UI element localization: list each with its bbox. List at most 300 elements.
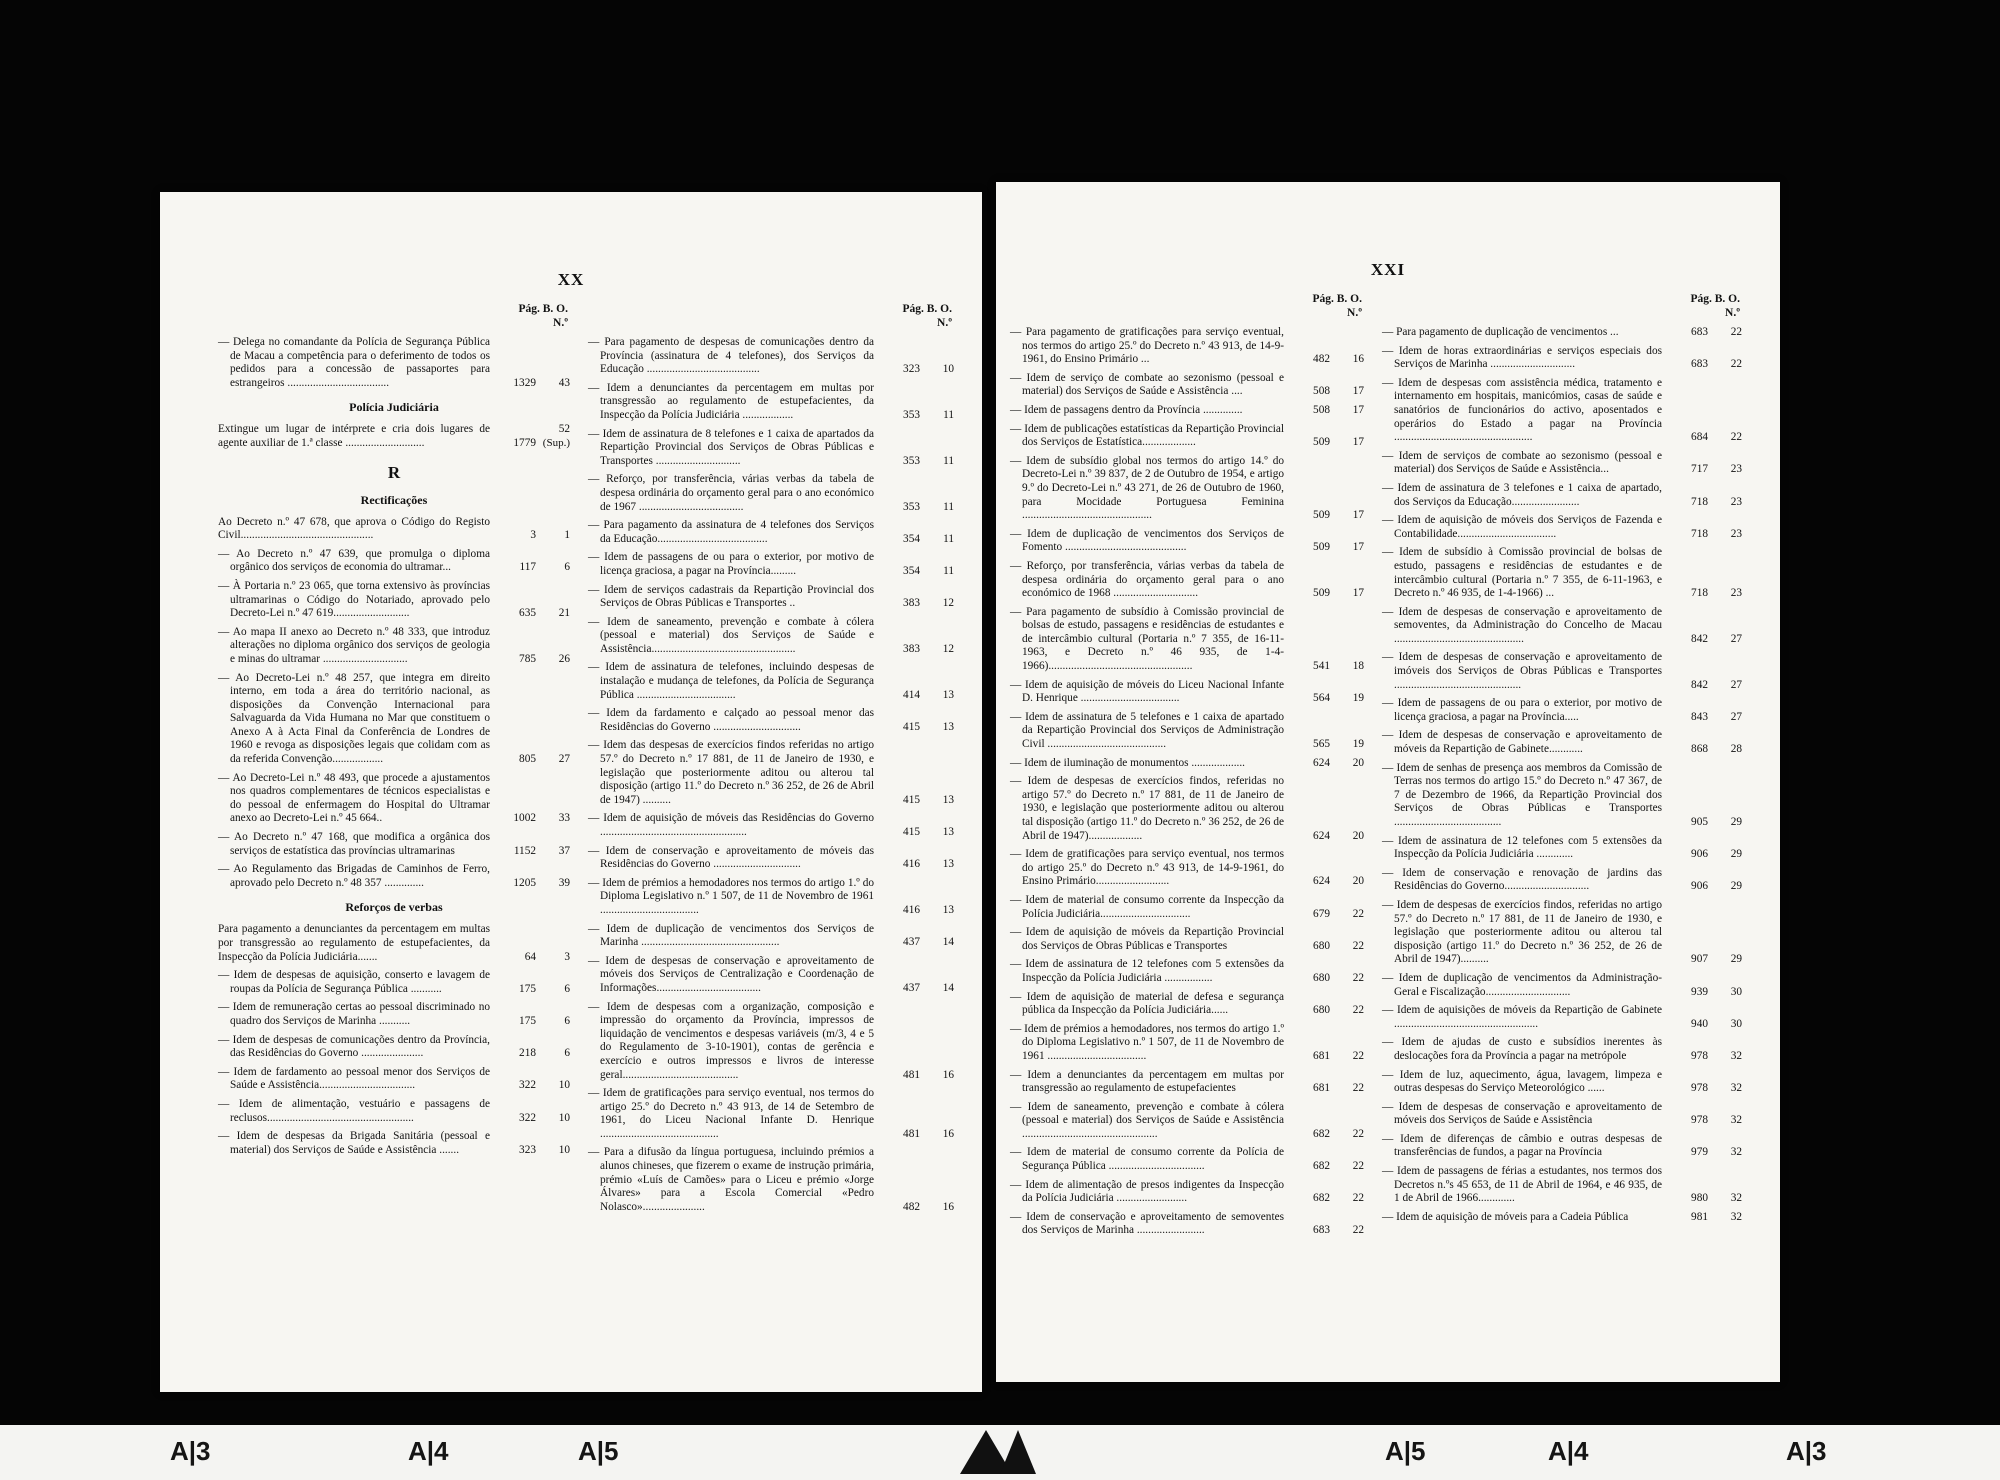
index-entry xyxy=(218,1098,570,1125)
entry-text xyxy=(1382,729,1662,756)
entry-description: Idem de aquisição de móveis dos Serviços de Fazenda e Contabilidade................................... xyxy=(1394,514,1662,540)
entry-text xyxy=(588,1001,874,1083)
bulletin-number xyxy=(920,904,954,918)
bulletin-number-value: 19 xyxy=(1352,738,1364,751)
bulletin-number xyxy=(920,409,954,423)
index-entry xyxy=(218,548,570,575)
entry-description: Idem de despesas de conservação e aproveitamento de móveis dos Serviços de Saúde e Assistência xyxy=(1394,1100,1662,1127)
entry-dash: — xyxy=(588,954,606,967)
page-ref-value: 383 xyxy=(903,597,920,610)
entry-dash: — xyxy=(1382,866,1403,879)
entry-description: Idem de subsídio à Comissão provincial de bolsas de estudo, passagens e residências de estudantes e de intercâmbio cultural (Portaria n.º 7 355, de 6-11-1963, e Decreto n.º 46 935, de 1-4-1966) ... xyxy=(1394,546,1663,600)
bulletin-number-value: 20 xyxy=(1352,756,1364,769)
bulletin-number xyxy=(1330,908,1364,922)
entry-text xyxy=(1010,528,1284,555)
entry-dash: — xyxy=(1382,1036,1402,1049)
page-ref xyxy=(490,845,536,859)
entry-dash: — xyxy=(1010,1022,1025,1035)
entry-dash: — xyxy=(218,1065,234,1078)
page-ref xyxy=(874,643,920,657)
entry-description: Idem de assinatura de 12 telefones com 5 extensões da Inspecção da Polícia Judiciária ................. xyxy=(1022,958,1284,984)
page-ref xyxy=(1662,431,1708,445)
entry-description: Idem de serviços cadastrais da Repartição Provincial dos Serviços de Obras Públicas e Transportes .. xyxy=(600,583,874,610)
entry-description: À Portaria n.º 23 065, que torna extensivo às províncias ultramarinas o Código do Notariado, aprovado pelo Decreto-Lei n.º 47 619........................... xyxy=(230,579,490,620)
entry-text xyxy=(1010,775,1284,843)
index-entry xyxy=(1010,455,1364,523)
page-ref-value: 624 xyxy=(1313,756,1330,769)
page-ref xyxy=(490,1112,536,1126)
bulletin-number-value: 10 xyxy=(942,363,954,376)
entry-description: Idem de luz, aquecimento, água, lavagem, limpeza e outras despesas do Serviço Meteorológico ...... xyxy=(1394,1068,1662,1095)
index-entry xyxy=(218,923,570,964)
entry-dash: — xyxy=(218,1001,233,1014)
header-bo: B. O. xyxy=(1336,293,1362,305)
bulletin-number-value: 27 xyxy=(558,753,570,766)
page-ref xyxy=(1662,633,1708,647)
bulletin-number-value: 22 xyxy=(1352,1192,1364,1205)
entry-dash: — xyxy=(1382,834,1399,847)
entry-dash: — xyxy=(588,615,608,628)
entry-text xyxy=(1382,1004,1662,1031)
bulletin-number xyxy=(920,689,954,703)
page-ref-value: 906 xyxy=(1691,848,1708,861)
entry-description: Idem de conservação e renovação de jardins das Residências do Governo.............................. xyxy=(1394,866,1662,893)
index-entry xyxy=(588,923,954,950)
entry-dash: — xyxy=(218,336,233,348)
entry-dash: — xyxy=(218,771,233,784)
entry-description: Idem de material de consumo corrente da Inspecção da Polícia Judiciária................................ xyxy=(1022,893,1285,920)
entry-description: Idem de diferenças de câmbio e outras despesas de transferências de fundos, a pagar na Província xyxy=(1394,1132,1662,1159)
bulletin-number xyxy=(1330,757,1364,771)
entry-text xyxy=(1382,899,1662,967)
bulletin-number xyxy=(1330,541,1364,555)
page-ref-value: 414 xyxy=(903,688,920,701)
page-ref-value: 718 xyxy=(1691,495,1708,508)
page-ref-value: 322 xyxy=(519,1079,536,1092)
page-ref xyxy=(1284,908,1330,922)
index-entry xyxy=(588,584,954,611)
bulletin-number xyxy=(920,597,954,611)
entry-description: Idem de despesas de conservação e aproveitamento de móveis dos Serviços de Centralização e Coordenação de Informações..................................... xyxy=(600,954,874,994)
bulletin-number xyxy=(1330,972,1364,986)
entry-text xyxy=(1010,1023,1284,1064)
page-ref-value: 624 xyxy=(1313,829,1330,842)
page-number: XXI xyxy=(1370,260,1406,279)
bulletin-number-value: 11 xyxy=(943,500,954,513)
bulletin-number-value: 6 xyxy=(564,982,570,995)
page-ref xyxy=(1284,692,1330,706)
page-ref xyxy=(874,689,920,703)
page-ref-value: 565 xyxy=(1313,738,1330,751)
entry-dash: — xyxy=(588,381,607,394)
entry-description: Idem de despesas de conservação e aproveitamento de móveis da Repartição de Gabinete............ xyxy=(1394,729,1662,756)
entry-text xyxy=(1010,1101,1284,1142)
page-ref xyxy=(1662,1082,1708,1096)
page-ref xyxy=(1662,1050,1708,1064)
page-ref xyxy=(1284,436,1330,450)
bulletin-number-value: 21 xyxy=(558,607,570,620)
entry-dash: — xyxy=(1010,1210,1027,1223)
entry-text xyxy=(1382,1211,1662,1225)
bulletin-number-value: 22 xyxy=(1730,358,1742,371)
entry-text xyxy=(218,672,490,767)
index-entry xyxy=(218,672,570,767)
left-column-1 xyxy=(218,302,570,1162)
entry-dash: — xyxy=(588,707,607,720)
bulletin-number xyxy=(920,721,954,735)
bulletin-number-value: 22 xyxy=(1352,1224,1364,1237)
page-ref-value: 624 xyxy=(1313,875,1330,888)
entry-description: Idem de senhas de presença aos membros da Comissão de Terras nos termos do artigo 15.º do Decreto n.º 47 367, de 7 de Dezembro de 1966, da Repartição Provincial dos Serviços de Obras Públicas e Transportes ...................................... xyxy=(1394,761,1662,828)
bulletin-number xyxy=(1708,1082,1742,1096)
page-ref-value: 117 xyxy=(519,561,536,574)
bulletin-number xyxy=(920,982,954,996)
entry-dash: — xyxy=(1010,559,1027,572)
bulletin-number-value: 11 xyxy=(943,564,954,577)
entry-text xyxy=(1382,867,1662,894)
entry-text xyxy=(218,831,490,858)
page-ref xyxy=(490,561,536,575)
entry-text xyxy=(1382,514,1662,541)
bulletin-number xyxy=(1330,660,1364,674)
page-ref xyxy=(1662,358,1708,372)
index-entry xyxy=(1010,757,1364,771)
entry-dash: — xyxy=(1382,344,1399,357)
entry-dash: — xyxy=(1382,481,1398,494)
page-ref xyxy=(1284,738,1330,752)
page-ref xyxy=(490,812,536,826)
film-mark: A|3 xyxy=(170,1436,211,1466)
entry-text xyxy=(588,877,874,918)
page-ref-value: 509 xyxy=(1313,587,1330,600)
page-ref xyxy=(1662,326,1708,340)
entry-text xyxy=(1010,404,1284,418)
entry-dash: — xyxy=(218,1033,233,1046)
index-entry xyxy=(1382,867,1742,894)
index-entry xyxy=(1382,835,1742,862)
index-entry xyxy=(1010,1069,1364,1096)
entry-text xyxy=(218,626,490,667)
page-ref-value: 416 xyxy=(903,903,920,916)
entry-description: Idem de gratificações para serviço eventual, nos termos do artigo 25.º do Decreto n.º 43 913, de 14 de Setembro de 1961, do Liceu Nacional Infante D. Henrique .......................................... xyxy=(600,1087,875,1140)
entry-description: Para pagamento de gratificações para serviço eventual, nos termos do artigo 25.º do Decreto n.º 43 913, de 14-9-1961, do Ensino Primário ... xyxy=(1022,326,1284,366)
entry-dash: — xyxy=(588,336,605,348)
bulletin-number-value: 6 xyxy=(564,1014,570,1027)
entry-dash: — xyxy=(1382,376,1399,389)
fold-marker-icon xyxy=(1000,1430,1036,1474)
entry-text xyxy=(218,1066,490,1093)
entry-description: Idem de despesas com assistência médica, tratamento e internamento em hospitais, manicómios, casas de saúde e sanatórios de funcionários do activo, aposentados e operários do Estado a pagar na Província ................................................. xyxy=(1394,376,1662,444)
entry-dash: — xyxy=(1382,326,1397,338)
page-ref-value: 680 xyxy=(1313,971,1330,984)
bulletin-number-value: 13 xyxy=(942,826,954,838)
entry-dash: — xyxy=(218,579,233,592)
page-ref xyxy=(1284,541,1330,555)
film-mark: A|5 xyxy=(1385,1436,1426,1466)
page-ref xyxy=(1284,587,1330,601)
right-column-2 xyxy=(1382,292,1742,1229)
page-ref xyxy=(1662,496,1708,510)
entry-dash: — xyxy=(218,625,233,638)
bulletin-number-value: 13 xyxy=(942,688,954,701)
index-entry xyxy=(1382,1004,1742,1031)
page-ref xyxy=(874,455,920,469)
entry-dash: — xyxy=(1382,449,1399,462)
entry-description: Para pagamento de despesas de comunicações dentro da Província (assinatura de 4 telefones), dos Serviços da Educação ........................................ xyxy=(600,336,874,376)
page-ref xyxy=(874,1128,920,1142)
page-ref-value: 481 xyxy=(903,1068,920,1081)
entry-description: Idem de assinatura de 8 telefones e 1 caixa de apartados da Repartição Provincial dos Serviços de Obras Públicas e Transportes .............................. xyxy=(600,427,874,467)
entry-text xyxy=(588,336,874,377)
bulletin-number-value: 6 xyxy=(564,561,570,574)
entry-dash: — xyxy=(1010,605,1027,618)
bulletin-number-value: 14 xyxy=(942,981,954,994)
bulletin-number xyxy=(920,1128,954,1142)
entry-description: Idem de passagens dentro da Província .............. xyxy=(1024,403,1243,416)
header-pag: Pág. xyxy=(518,303,540,315)
entry-text xyxy=(1382,1133,1662,1160)
entry-description: Idem de serviços de combate ao sezonismo (pessoal e material) dos Serviços de Saúde e Assistência... xyxy=(1394,449,1662,476)
entry-text xyxy=(1010,926,1284,953)
page-ref xyxy=(1662,848,1708,862)
entry-text xyxy=(1382,450,1662,477)
bulletin-number-value: 13 xyxy=(942,720,954,733)
entry-description: Extingue um lugar de intérprete e cria dois lugares de agente auxiliar de 1.ª classe ............................ xyxy=(218,423,490,449)
page-ref-value: 415 xyxy=(903,826,920,838)
bulletin-number xyxy=(920,858,954,872)
index-entry xyxy=(218,772,570,826)
bulletin-number-value: 32 xyxy=(1730,1146,1742,1159)
bulletin-number xyxy=(1708,679,1742,693)
index-entry xyxy=(218,580,570,621)
film-mark: A|4 xyxy=(408,1436,449,1466)
entry-dash: — xyxy=(1382,761,1397,774)
bulletin-number-value: 29 xyxy=(1730,848,1742,861)
header-pag: Pág. xyxy=(1690,293,1712,305)
page-ref xyxy=(490,653,536,667)
entry-dash: — xyxy=(1382,1165,1397,1178)
entry-dash: — xyxy=(218,1097,239,1110)
entry-text xyxy=(588,1146,874,1214)
bulletin-number-value: 29 xyxy=(1730,880,1742,893)
column-header xyxy=(1010,292,1364,326)
page-ref xyxy=(1284,660,1330,674)
index-entry xyxy=(218,423,570,450)
bulletin-number xyxy=(920,1201,954,1215)
bulletin-number xyxy=(920,565,954,579)
page-ref-value: 564 xyxy=(1313,692,1330,705)
entry-text xyxy=(588,616,874,657)
page-ref-value: 684 xyxy=(1691,431,1708,444)
bulletin-number-value: 22 xyxy=(1352,1004,1364,1017)
page-ref xyxy=(490,1079,536,1093)
page-ref-value: 1329 xyxy=(513,376,536,389)
index-entry xyxy=(1382,1069,1742,1096)
entry-description: Reforço, por transferência, várias verbas da tabela de despesa ordinária do orçamento geral para o ano económico de 1968 .............................. xyxy=(1022,559,1285,600)
page-ref xyxy=(1284,1050,1330,1064)
index-entry xyxy=(1010,1146,1364,1173)
bulletin-number-value: 16 xyxy=(1352,353,1364,366)
bulletin-number-value: 17 xyxy=(1352,509,1364,522)
bulletin-number xyxy=(536,423,570,450)
entry-text xyxy=(1010,958,1284,985)
page-ref-value: 509 xyxy=(1313,541,1330,554)
page-ref xyxy=(1284,1192,1330,1206)
page-ref xyxy=(490,529,536,543)
bulletin-number xyxy=(1708,1018,1742,1032)
entry-text xyxy=(588,955,874,996)
film-mark: A|3 xyxy=(1786,1436,1827,1466)
page-ref xyxy=(1284,1082,1330,1096)
bulletin-number xyxy=(536,1047,570,1061)
page-ref-value: 416 xyxy=(903,858,920,871)
bulletin-number xyxy=(536,1015,570,1029)
entry-dash: — xyxy=(1010,1068,1028,1081)
entry-dash: — xyxy=(588,583,604,596)
column-header xyxy=(1382,292,1742,326)
bulletin-number-value: 30 xyxy=(1730,985,1742,998)
entry-text xyxy=(1010,1211,1284,1238)
bulletin-number xyxy=(1330,940,1364,954)
entry-text xyxy=(1382,1101,1662,1128)
page-ref-value: 979 xyxy=(1691,1146,1708,1159)
entry-text xyxy=(218,423,490,450)
entry-text xyxy=(1010,679,1284,706)
page-ref-value: 682 xyxy=(1313,1160,1330,1173)
page-ref xyxy=(1284,972,1330,986)
bulletin-number-value: 16 xyxy=(942,1068,954,1081)
bulletin-number xyxy=(1330,1160,1364,1174)
entry-dash: — xyxy=(1382,1132,1401,1145)
entry-dash: — xyxy=(588,876,603,889)
bulletin-number-value: 32 xyxy=(1730,1049,1742,1062)
bulletin-number-value: 22 xyxy=(1352,907,1364,920)
page-ref-value: 1002 xyxy=(513,812,536,825)
index-entry xyxy=(1382,1036,1742,1063)
section-heading: Reforços de verbas xyxy=(345,900,443,915)
bulletin-number xyxy=(1708,848,1742,862)
bulletin-number xyxy=(1708,431,1742,445)
bulletin-number-value: 11 xyxy=(943,408,954,421)
entry-dash: — xyxy=(1010,756,1025,769)
page-ref xyxy=(874,1201,920,1215)
index-entry xyxy=(1382,514,1742,541)
header-pag: Pág. xyxy=(1312,293,1334,305)
bulletin-number-value: 17 xyxy=(1352,436,1364,449)
page-ref-value: 353 xyxy=(903,408,920,421)
page-ref xyxy=(490,1144,536,1158)
entry-description: Idem de aquisição de móveis para a Cadeia Pública xyxy=(1396,1210,1629,1223)
bulletin-number-value: 6 xyxy=(564,1047,570,1060)
entry-dash: — xyxy=(588,473,607,486)
page-ref-value: 541 xyxy=(1313,660,1330,673)
index-entry xyxy=(218,516,570,543)
page-ref-value: 906 xyxy=(1691,880,1708,893)
right-page xyxy=(996,182,1780,1382)
bulletin-number-value: 11 xyxy=(943,454,954,467)
entry-dash: — xyxy=(1382,514,1398,527)
bulletin-number xyxy=(920,826,954,840)
page-ref-value: 683 xyxy=(1313,1224,1330,1237)
bulletin-number xyxy=(920,363,954,377)
index-entry xyxy=(588,519,954,546)
bulletin-number-value: 10 xyxy=(558,1143,570,1156)
entry-dash: — xyxy=(1010,775,1028,788)
bulletin-number-value: 23 xyxy=(1730,587,1742,600)
entry-text xyxy=(218,863,490,890)
bulletin-number xyxy=(536,812,570,826)
entry-description: Idem de assinatura de 3 telefones e 1 caixa de apartado, dos Serviços da Educação........................ xyxy=(1394,481,1662,508)
bulletin-number xyxy=(536,983,570,997)
entry-description: Ao Decreto-Lei n.º 48 493, que procede a ajustamentos nos quadros complementares de técnicos especialistas e do pessoal de enfermagem do Hospital do Ultramar anexo ao Decreto-Lei n.º 45 664.. xyxy=(230,771,490,825)
page-ref xyxy=(1284,1004,1330,1018)
index-entry xyxy=(588,1087,954,1141)
entry-description: Idem de material de consumo corrente da Polícia de Segurança Pública .................................. xyxy=(1022,1146,1284,1173)
entry-description: Idem de alimentação de presos indigentes da Inspecção da Polícia Judiciária ......................... xyxy=(1022,1178,1284,1205)
page-ref xyxy=(490,877,536,891)
entry-dash: — xyxy=(218,969,234,982)
entry-text xyxy=(588,1087,874,1141)
page-ref xyxy=(490,437,536,451)
bulletin-number xyxy=(536,1112,570,1126)
page-ref xyxy=(490,753,536,767)
entry-dash: — xyxy=(588,844,606,857)
entry-description: Idem de remuneração certas ao pessoal discriminado no quadro dos Serviços de Marinha ........... xyxy=(230,1001,490,1027)
page-ref xyxy=(874,533,920,547)
entry-text xyxy=(1010,1179,1284,1206)
entry-text xyxy=(1382,697,1662,724)
bulletin-number xyxy=(1330,1224,1364,1238)
bulletin-number xyxy=(536,1144,570,1158)
entry-dash: — xyxy=(1382,1210,1397,1223)
entry-dash: — xyxy=(1010,1178,1026,1191)
entry-text xyxy=(218,516,490,543)
entry-text xyxy=(588,739,874,807)
bulletin-number-value: 14 xyxy=(942,936,954,949)
bulletin-number xyxy=(1708,528,1742,542)
page-ref-value: 981 xyxy=(1691,1210,1708,1223)
header-numero: N.º xyxy=(937,317,952,329)
entry-description: Idem de saneamento, prevenção e combate à cólera (pessoal e material) dos Serviços de Saúde e Assistência................................................... xyxy=(600,615,874,655)
entry-description: Idem de despesas com a organização, composição e impressão do orçamento da Província, impressos de liquidação de vencimentos e despesas variáveis (m/3, 4 e 5 do Regulamento de 3-10-1901), contas de gerência e exercício e outros impressos e livros de interesse geral......................................... xyxy=(600,1000,875,1081)
entry-description: Idem de ajudas de custo e subsídios inerentes às deslocações fora da Província a pagar na metrópole xyxy=(1394,1036,1662,1062)
bulletin-number xyxy=(1708,633,1742,647)
index-entry xyxy=(1382,546,1742,600)
entry-dash: — xyxy=(1382,729,1399,742)
bulletin-number xyxy=(536,607,570,621)
bulletin-number xyxy=(1708,986,1742,1000)
bulletin-number-value: 1 xyxy=(564,529,570,542)
bulletin-number xyxy=(920,643,954,657)
entry-description: Idem de assinatura de telefones, incluindo despesas de instalação e mudança de telefones, da Polícia de Segurança Pública ................................... xyxy=(600,661,874,701)
entry-dash: — xyxy=(588,922,607,935)
page-ref xyxy=(1662,816,1708,830)
bulletin-number-value: 32 xyxy=(1730,1192,1742,1205)
entry-dash: — xyxy=(588,812,604,825)
page-number: XX xyxy=(557,270,585,289)
bulletin-number-value: 20 xyxy=(1352,829,1364,842)
entry-text xyxy=(1382,1069,1662,1096)
entry-description: Idem de despesas de exercícios findos, referidas no artigo 57.º do Decreto n.º 17 881, de 11 de Janeiro de 1930, e legislação que posteriormente aditou ou alterou tal disposição (artigo 11.º do Decreto n.º 36 252, de 26 de Abril de 1947)................... xyxy=(1022,775,1284,842)
entry-description: Reforço, por transferência, várias verbas da tabela de despesa ordinária do orçamento geral para o ano económico de 1967 ..................................... xyxy=(600,473,875,513)
page-ref xyxy=(874,904,920,918)
entry-text xyxy=(1010,1146,1284,1173)
page-ref xyxy=(1284,404,1330,418)
header-numero: N.º xyxy=(1347,307,1362,319)
entry-description: Idem de passagens de férias a estudantes, nos termos dos Decretos n.ºs 45 653, de 11 de Abril de 1964, e 46 935, de 1 de Abril de 1966............. xyxy=(1394,1165,1662,1205)
bulletin-number-value: 23 xyxy=(1730,527,1742,540)
index-entry xyxy=(1010,1101,1364,1142)
